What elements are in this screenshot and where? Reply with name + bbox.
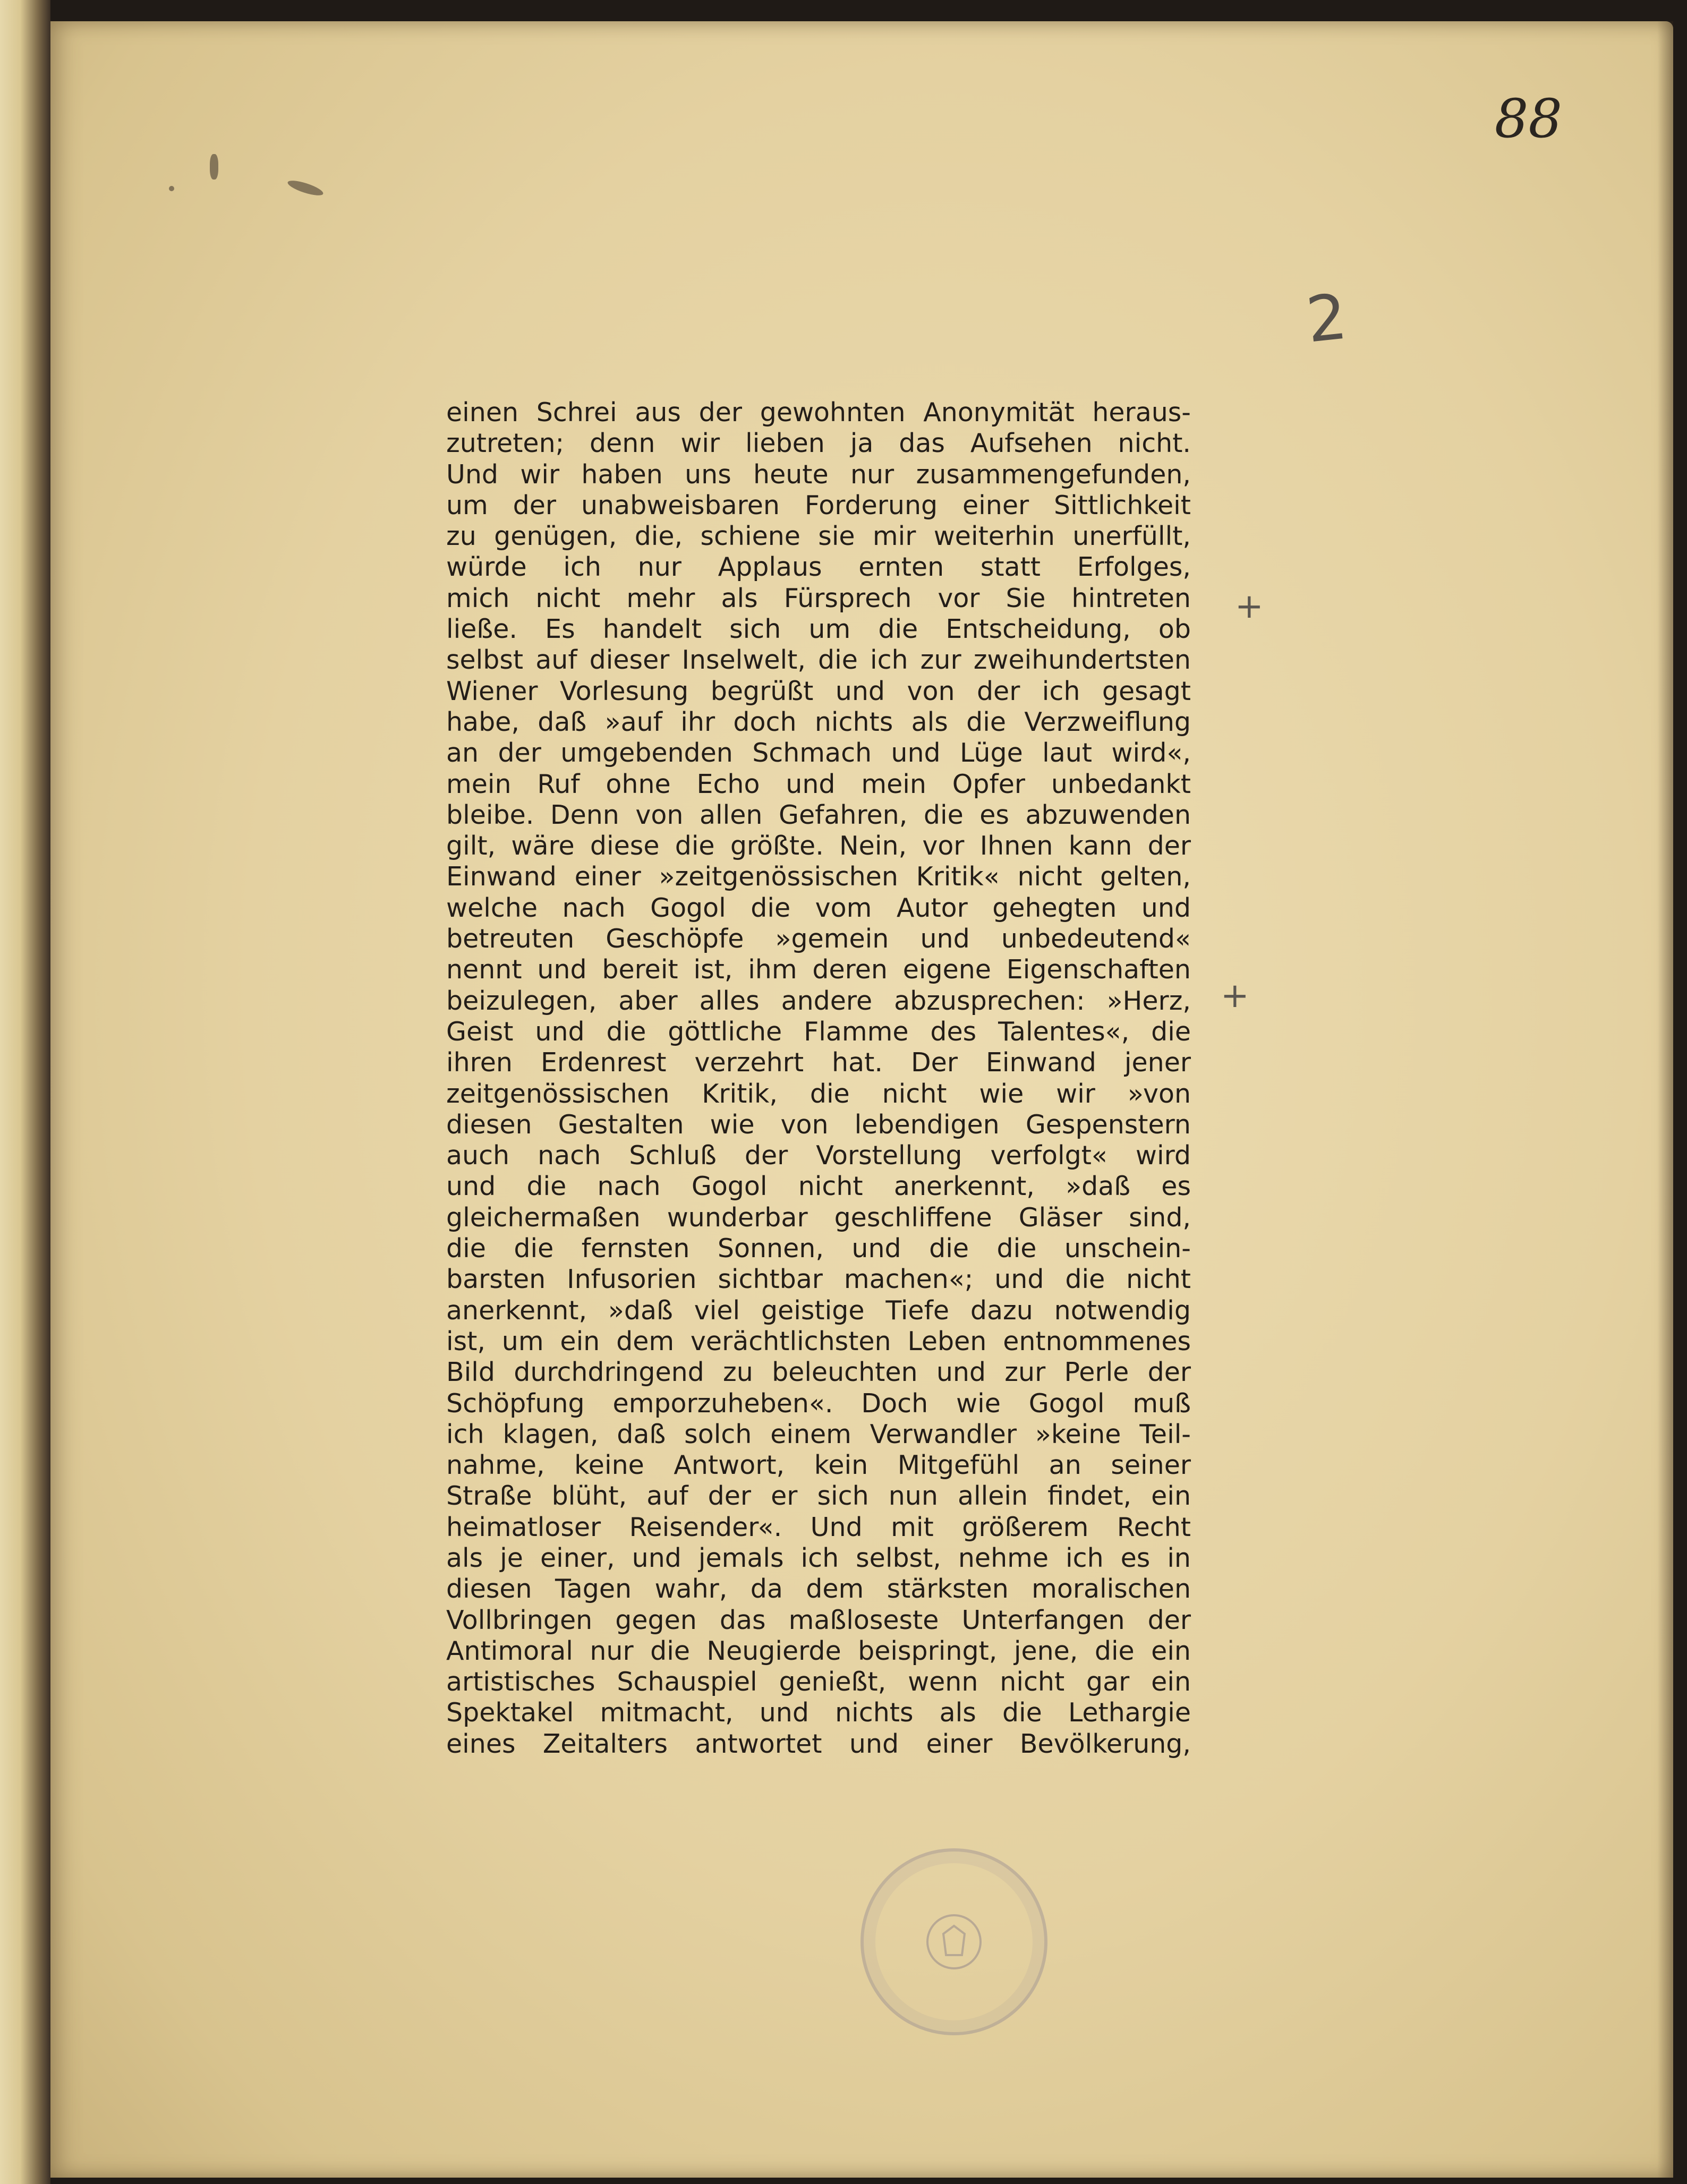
text-line: betreuten Geschöpfe »gemein und unbedeutend« [446, 924, 1191, 954]
text-line: Antimoral nur die Neugierde beispringt, jene, die ein [446, 1635, 1191, 1666]
text-line: welche nach Gogol die vom Autor gehegten und [446, 892, 1191, 923]
text-line: ließe. Es handelt sich um die Entscheidung, ob [446, 614, 1191, 645]
text-line: Geist und die göttliche Flamme des Talentes«, die [446, 1016, 1191, 1047]
text-line: Vollbringen gegen das maßloseste Unterfangen der [446, 1605, 1191, 1635]
text-line: gilt, wäre diese die größte. Nein, vor Ihnen kann der [446, 831, 1191, 861]
text-line: nahme, keine Antwort, kein Mitgefühl an seiner [446, 1450, 1191, 1481]
text-line: und die nach Gogol nicht anerkennt, »daß es [446, 1171, 1191, 1202]
page-edge-shadow [1657, 21, 1673, 2178]
text-line: selbst auf dieser Inselwelt, die ich zur zweihundertsten [446, 645, 1191, 676]
text-line: Bild durchdringend zu beleuchten und zur Perle der [446, 1357, 1191, 1388]
text-line: auch nach Schluß der Vorstellung verfolgt« wird [446, 1140, 1191, 1171]
margin-cross-mark: + [1221, 976, 1249, 1016]
text-line: zeitgenössischen Kritik, die nicht wie wir »von [446, 1078, 1191, 1109]
text-line: Spektakel mitmacht, und nichts als die Lethargie [446, 1697, 1191, 1728]
text-line: barsten Infusorien sichtbar machen«; und die nicht [446, 1264, 1191, 1295]
ink-smudge [169, 186, 174, 191]
text-line: zutreten; denn wir lieben ja das Aufsehen nicht. [446, 428, 1191, 459]
text-line: an der umgebenden Schmach und Lüge laut wird«, [446, 738, 1191, 769]
text-line: gleichermaßen wunderbar geschliffene Gläser sind, [446, 1202, 1191, 1233]
margin-cross-mark: + [1235, 587, 1264, 626]
text-line: mich nicht mehr als Fürsprech vor Sie hintreten [446, 583, 1191, 613]
text-line: nennt und bereit ist, ihm deren eigene Eigenschaften [446, 954, 1191, 985]
text-line: Schöpfung emporzuheben«. Doch wie Gogol muß [446, 1388, 1191, 1419]
ink-smudge [210, 154, 218, 180]
book-spine [0, 0, 50, 2184]
text-line: mein Ruf ohne Echo und mein Opfer unbedankt [446, 769, 1191, 799]
text-line: habe, daß »auf ihr doch nichts als die Verzweiflung [446, 706, 1191, 737]
text-line: um der unabweisbaren Forderung einer Sittlichkeit [446, 490, 1191, 521]
text-line: artistisches Schauspiel genießt, wenn nicht gar ein [446, 1667, 1191, 1697]
pencil-sheet-number: 2 [1302, 279, 1351, 357]
stamp-emblem-icon [922, 1910, 986, 1974]
text-line: ihren Erdenrest verzehrt hat. Der Einwand jener [446, 1047, 1191, 1078]
folio-number: 88 [1494, 88, 1562, 150]
text-line: heimatloser Reisender«. Und mit größerem Recht [446, 1512, 1191, 1542]
text-line: ist, um ein dem verächtlichsten Leben entnommenes [446, 1326, 1191, 1357]
text-line: diesen Tagen wahr, da dem stärksten moralischen [446, 1574, 1191, 1605]
text-line: Straße blüht, auf der er sich nun allein findet, ein [446, 1481, 1191, 1512]
text-line: beizulegen, aber alles andere abzusprechen: »Herz, [446, 985, 1191, 1016]
text-line: zu genügen, die, schiene sie mir weiterhin unerfüllt, [446, 521, 1191, 552]
text-line: Und wir haben uns heute nur zusammengefunden, [446, 459, 1191, 490]
text-line: Einwand einer »zeitgenössischen Kritik« nicht gelten, [446, 861, 1191, 892]
text-line: die die fernsten Sonnen, und die die unschein- [446, 1233, 1191, 1264]
text-line: diesen Gestalten wie von lebendigen Gespenstern [446, 1109, 1191, 1140]
text-line: eines Zeitalters antwortet und einer Bevölkerung, [446, 1728, 1191, 1759]
text-line: anerkennt, »daß viel geistige Tiefe dazu notwendig [446, 1295, 1191, 1326]
text-line: würde ich nur Applaus ernten statt Erfolges, [446, 552, 1191, 583]
library-stamp [860, 1848, 1047, 2035]
body-text [446, 397, 1191, 1760]
text-line: bleibe. Denn von allen Gefahren, die es abzuwenden [446, 799, 1191, 830]
text-line: als je einer, und jemals ich selbst, nehme ich es in [446, 1542, 1191, 1573]
text-line: einen Schrei aus der gewohnten Anonymität heraus- [446, 397, 1191, 428]
text-line: Wiener Vorlesung begrüßt und von der ich gesagt [446, 676, 1191, 706]
text-line: ich klagen, daß solch einem Verwandler »keine Teil- [446, 1419, 1191, 1449]
